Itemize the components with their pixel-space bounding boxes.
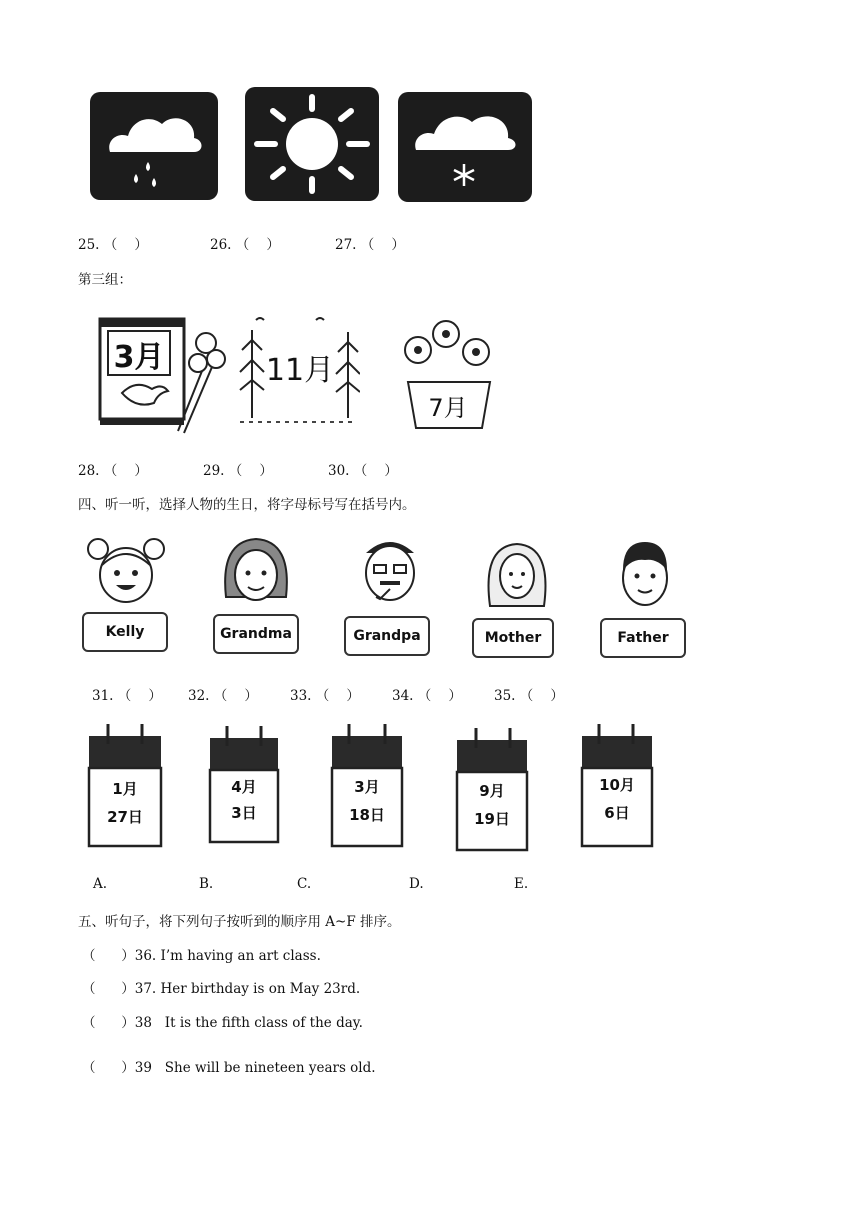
section4-heading: 四、听一听，选择人物的生日，将字母标号写在括号内。 [78,497,416,513]
calendar-a [86,722,164,850]
calendar-e [579,722,655,850]
november-month-label: 11月 [265,353,335,388]
option-letter-b: B. [199,876,214,892]
mother-face-icon [486,540,548,610]
calendar-c-month: 3月 [354,778,380,796]
kelly-face-icon [86,535,166,607]
section5-heading: 五、听句子，将下列句子按听到的顺序用 A~F 排序。 [78,914,401,930]
calendar-d [454,726,530,854]
calendar-e-day: 6日 [604,804,630,822]
rain-cloud-icon [88,90,220,202]
question-27: 27. （ ） [335,237,405,253]
snow-cloud-icon [396,90,534,204]
november-trees-picture [236,310,360,434]
grandma-face-icon [220,535,292,609]
july-flower-pot-picture [390,312,508,434]
calendar-d-month: 9月 [479,782,505,800]
question-26: 26. （ ） [210,237,280,253]
sentence-36: （ ）36. I’m having an art class. [82,948,321,964]
sentence-38: （ ）38 It is the fifth class of the day. [82,1015,363,1031]
question-30: 30. （ ） [328,463,398,479]
question-31: 31. （ ） [92,688,162,704]
calendar-e-month: 10月 [599,776,635,794]
question-33: 33. （ ） [290,688,360,704]
calendar-b-month: 4月 [231,778,257,796]
calendar-c [329,722,405,850]
option-letter-c: C. [297,876,312,892]
calendar-d-day: 19日 [474,810,510,828]
name-card-mother: Mother [472,618,554,658]
sentence-37: （ ）37. Her birthday is on May 23rd. [82,981,361,997]
name-card-grandma: Grandma [213,614,299,654]
sentence-39: （ ）39 She will be nineteen years old. [82,1060,376,1076]
question-28: 28. （ ） [78,463,148,479]
name-card-father: Father [600,618,686,658]
option-letter-e: E. [514,876,529,892]
question-25: 25. （ ） [78,237,148,253]
calendar-c-day: 18日 [349,806,385,824]
question-35: 35. （ ） [494,688,564,704]
march-month-label: 3月 [113,340,165,375]
question-34: 34. （ ） [392,688,462,704]
question-32: 32. （ ） [188,688,258,704]
option-letter-a: A. [93,876,108,892]
group3-heading: 第三组： [78,272,132,288]
calendar-a-month: 1月 [112,780,138,798]
option-letter-d: D. [409,876,424,892]
calendar-a-day: 27日 [107,808,143,826]
name-card-grandpa: Grandpa [344,616,430,656]
father-face-icon [612,540,678,610]
march-calendar-bird-flower-picture [96,315,231,439]
july-month-label: 7月 [428,394,468,422]
question-29: 29. （ ） [203,463,273,479]
sun-icon [243,85,381,203]
calendar-b-day: 3日 [231,804,257,822]
calendar-b [207,724,281,846]
name-card-kelly: Kelly [82,612,168,652]
grandpa-face-icon [352,533,428,607]
